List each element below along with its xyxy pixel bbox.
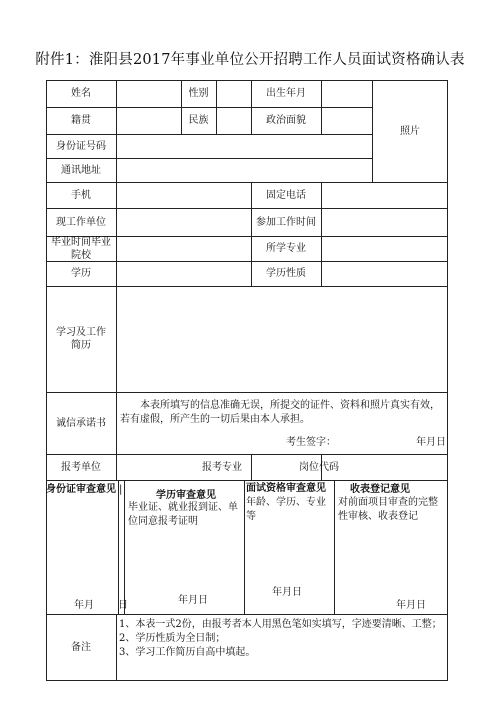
name-field[interactable] <box>117 81 180 107</box>
ethnicity-label: 民族 <box>188 115 209 126</box>
work-start-field[interactable] <box>322 209 447 236</box>
edu-check-body: 毕业证、就业报到证、单位同意报考证明 <box>128 502 238 527</box>
qual-check-title: 面试资格审查意见 <box>246 483 326 494</box>
apply-major-field[interactable] <box>252 455 296 480</box>
post-code-label: 岗位代码 <box>299 461 339 473</box>
political-status-label: 政治面貌 <box>266 115 306 126</box>
rule <box>118 480 119 614</box>
register-date: 年月日 <box>396 600 426 611</box>
education-label: 学历 <box>71 268 91 279</box>
pledge-date: 年月日 <box>416 437 446 448</box>
apply-unit-label: 报考单位 <box>61 461 101 473</box>
edu-check-title: 学历审查意见 <box>156 490 216 501</box>
apply-unit-field[interactable] <box>117 455 193 480</box>
rule <box>244 480 245 614</box>
signature-label: 考生签字： <box>286 437 336 448</box>
name-label: 姓名 <box>71 88 91 99</box>
gender-label: 性别 <box>188 88 209 99</box>
qual-check-body: 年龄、学历、专业等 <box>246 497 326 522</box>
id-check-date: 年月 <box>74 600 94 611</box>
post-code-field[interactable] <box>346 455 447 480</box>
rule <box>334 480 335 614</box>
birth-label: 出生年月 <box>266 88 306 99</box>
rule <box>124 480 125 614</box>
gender-field[interactable] <box>217 81 250 107</box>
landline-field[interactable] <box>322 183 447 208</box>
register-title: 收表登记意见 <box>350 484 410 495</box>
rule <box>46 480 448 481</box>
note-line: 3、学习工作简历自高中填起。 <box>119 647 256 658</box>
political-status-field[interactable] <box>322 108 371 134</box>
notes-label: 备注 <box>71 641 91 653</box>
address-label: 通讯地址 <box>61 164 101 176</box>
native-place-label: 籍贯 <box>71 115 91 126</box>
address-field[interactable] <box>117 159 371 182</box>
edu-check-date: 年月日 <box>178 595 208 606</box>
photo-box[interactable]: 照片 <box>400 125 420 137</box>
current-employer-label: 现工作单位 <box>56 216 106 228</box>
rule <box>116 614 117 681</box>
work-start-label: 参加工作时间 <box>256 216 316 228</box>
mobile-field[interactable] <box>117 183 250 208</box>
mobile-label: 手机 <box>71 189 91 201</box>
pledge-text: 本表所填写的信息准确无误，所提交的证件、资料和照片真实有效，若有虚假，所产生的一切后果由本人承担。 <box>120 400 440 425</box>
native-place-field[interactable] <box>117 108 180 134</box>
register-body: 对前面项目审查的完整性审核、收表登记 <box>338 497 438 522</box>
pledge-label: 诚信承诺书 <box>56 417 106 429</box>
resume-label: 学习及工作简历 <box>56 327 106 351</box>
id-number-label: 身份证号码 <box>56 140 106 152</box>
note-line: 2、学历性质为全日制； <box>119 633 226 644</box>
current-employer-field[interactable] <box>117 209 250 236</box>
major-field[interactable] <box>322 237 447 261</box>
note-line: 1、本表一式2份，由报考者本人用黑色笔如实填写，字迹要清晰、工整； <box>119 619 442 630</box>
qual-check-date: 年月日 <box>272 587 302 598</box>
id-check-date-day: 日 <box>118 600 128 611</box>
landline-label: 固定电话 <box>266 189 306 201</box>
qual-check-block <box>246 482 332 524</box>
edu-type-field[interactable] <box>322 262 447 286</box>
resume-field[interactable] <box>117 287 447 392</box>
apply-major-label: 报考专业 <box>202 461 242 473</box>
ethnicity-field[interactable] <box>217 108 250 134</box>
edu-type-label: 学历性质 <box>266 268 306 279</box>
id-check-mark: | <box>119 484 123 495</box>
grad-school-label: 毕业时间毕业院校 <box>51 236 111 261</box>
confirmation-form-table <box>46 80 448 681</box>
education-field[interactable] <box>117 262 250 286</box>
id-number-field[interactable] <box>117 135 371 158</box>
birth-field[interactable] <box>322 81 371 107</box>
rule <box>46 680 448 681</box>
major-label: 所学专业 <box>266 243 306 254</box>
id-check-title: 身份证审查意见 <box>46 484 116 495</box>
grad-school-field[interactable] <box>117 237 250 261</box>
form-title: 附件1：淮阳县2017年事业单位公开招聘工作人员面试资格确认表 <box>35 52 465 68</box>
